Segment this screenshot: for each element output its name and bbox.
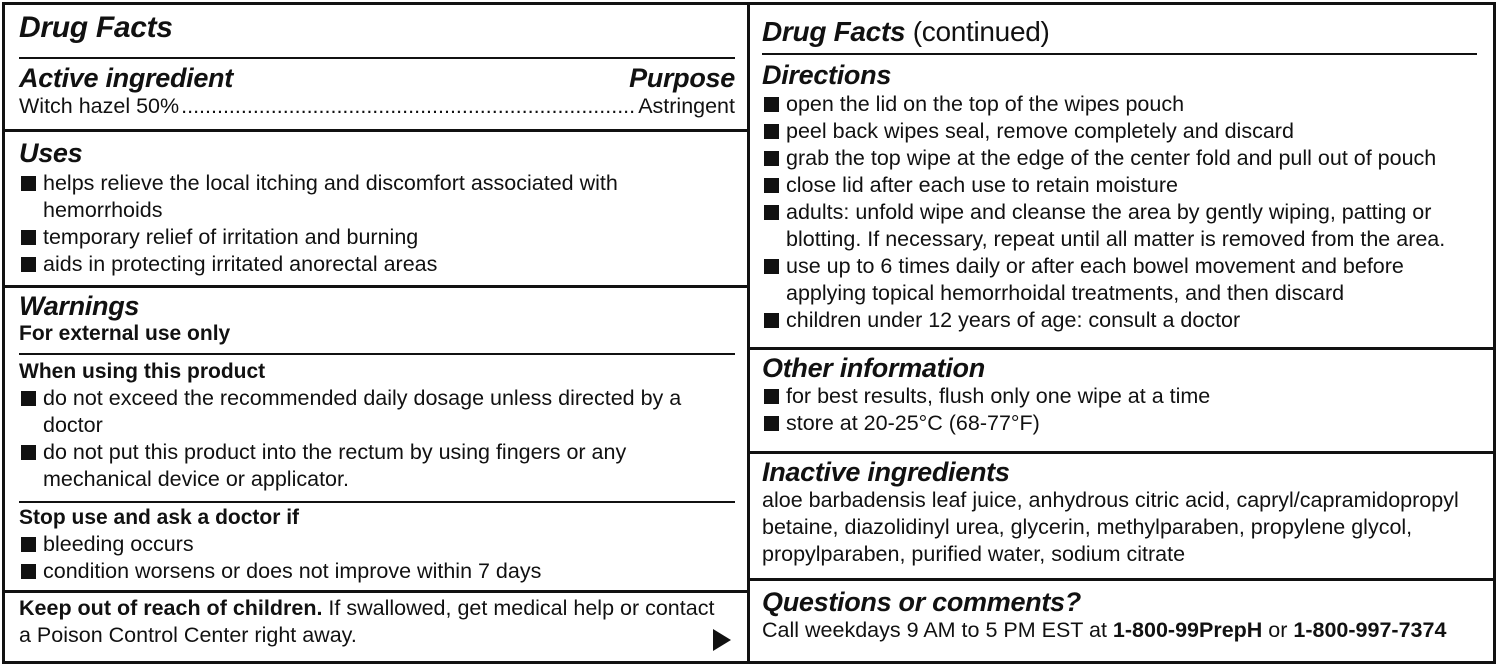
section-rule <box>750 347 1493 350</box>
questions-section <box>762 587 1479 644</box>
phone-number-1: 1-800-99PrepH <box>1112 618 1263 642</box>
subsection-rule <box>19 501 735 503</box>
stop-use-heading: Stop use and ask a doctor if <box>19 506 300 529</box>
phone-number-2: 1-800-997-7374 <box>1293 618 1447 642</box>
active-ingredient-row <box>19 93 735 120</box>
list-item: helps relieve the local itching and discomfort associated with hemorrhoids <box>19 170 735 224</box>
section-rule <box>5 590 747 593</box>
section-rule <box>750 578 1493 581</box>
other-info-section <box>762 353 1479 437</box>
list-item: use up to 6 times daily or after each bowel movement and before applying topical hemorrhoidal treatments, and then discard <box>762 253 1479 307</box>
stop-use-list <box>19 531 735 585</box>
list-item: condition worsens or does not improve within 7 days <box>19 558 735 585</box>
when-using-heading: When using this product <box>19 360 266 383</box>
uses-section <box>19 138 735 278</box>
continued-title: Drug Facts <box>762 16 906 47</box>
keep-out-text <box>19 595 717 649</box>
questions-text <box>762 617 1479 644</box>
stop-use-section <box>19 505 735 585</box>
directions-heading: Directions <box>762 60 892 90</box>
questions-or: or <box>1262 618 1294 642</box>
external-use-text: For external use only <box>19 322 231 345</box>
directions-list <box>762 91 1479 334</box>
active-ingredient-section <box>19 63 735 120</box>
list-item: temporary relief of irritation and burning <box>19 224 735 251</box>
other-info-heading: Other information <box>762 353 985 383</box>
inactive-heading: Inactive ingredients <box>762 457 1010 487</box>
questions-heading: Questions or comments? <box>762 587 1081 617</box>
when-using-section <box>19 359 735 493</box>
ingredient-purpose: Astringent <box>638 94 735 118</box>
leader-dots <box>181 93 636 120</box>
title-rule <box>762 53 1477 55</box>
continued-suffix: (continued) <box>905 16 1050 47</box>
drug-facts-label <box>2 2 1496 664</box>
uses-list <box>19 170 735 278</box>
subsection-rule <box>19 353 735 355</box>
list-item: peel back wipes seal, remove completely and discard <box>762 118 1479 145</box>
section-rule <box>5 285 747 288</box>
list-item: store at 20-25°C (68-77°F) <box>762 410 1479 437</box>
inactive-section <box>762 457 1479 568</box>
drug-facts-title: Drug Facts <box>19 11 173 44</box>
right-arrow-icon <box>713 629 731 651</box>
active-ingredient-heading: Active ingredient <box>19 63 233 93</box>
ingredient-name: Witch hazel 50% <box>19 94 180 118</box>
keep-out-section <box>19 595 717 649</box>
questions-prefix: Call weekdays 9 AM to 5 PM EST at <box>762 618 1113 642</box>
list-item: adults: unfold wipe and cleanse the area by gently wiping, patting or blotting. If necessary, repeat until all matter is removed from the area. <box>762 199 1479 253</box>
list-item: close lid after each use to retain moisture <box>762 172 1479 199</box>
list-item: bleeding occurs <box>19 531 735 558</box>
drug-facts-header <box>19 11 735 45</box>
list-item: do not put this product into the rectum by using fingers or any mechanical device or applicator. <box>19 439 735 493</box>
section-rule <box>5 129 747 132</box>
right-column <box>750 5 1493 661</box>
when-using-list <box>19 385 735 493</box>
left-column <box>5 5 747 661</box>
title-rule <box>19 57 735 59</box>
list-item: for best results, flush only one wipe at a time <box>762 383 1479 410</box>
list-item: do not exceed the recommended daily dosage unless directed by a doctor <box>19 385 735 439</box>
list-item: grab the top wipe at the edge of the center fold and pull out of pouch <box>762 145 1479 172</box>
list-item: children under 12 years of age: consult a doctor <box>762 307 1479 334</box>
continued-header <box>762 15 1479 49</box>
list-item: open the lid on the top of the wipes pouch <box>762 91 1479 118</box>
warnings-heading: Warnings <box>19 291 140 321</box>
uses-heading: Uses <box>19 138 83 168</box>
keep-out-body: If swallowed, get medical help or contact a Poison Control Center right away. <box>19 596 715 647</box>
inactive-text: aloe barbadensis leaf juice, anhydrous citric acid, capryl/capramidopropyl betaine, diazolidinyl urea, glycerin, methylparaben, propylene glycol, propylparaben, purified water, sodium citrate <box>762 488 1459 566</box>
warnings-section <box>19 291 735 347</box>
section-rule <box>750 451 1493 454</box>
keep-out-bold: Keep out of reach of children. <box>19 596 323 620</box>
other-info-list <box>762 383 1479 437</box>
directions-section <box>762 60 1479 334</box>
purpose-heading: Purpose <box>629 63 735 93</box>
list-item: aids in protecting irritated anorectal areas <box>19 251 735 278</box>
